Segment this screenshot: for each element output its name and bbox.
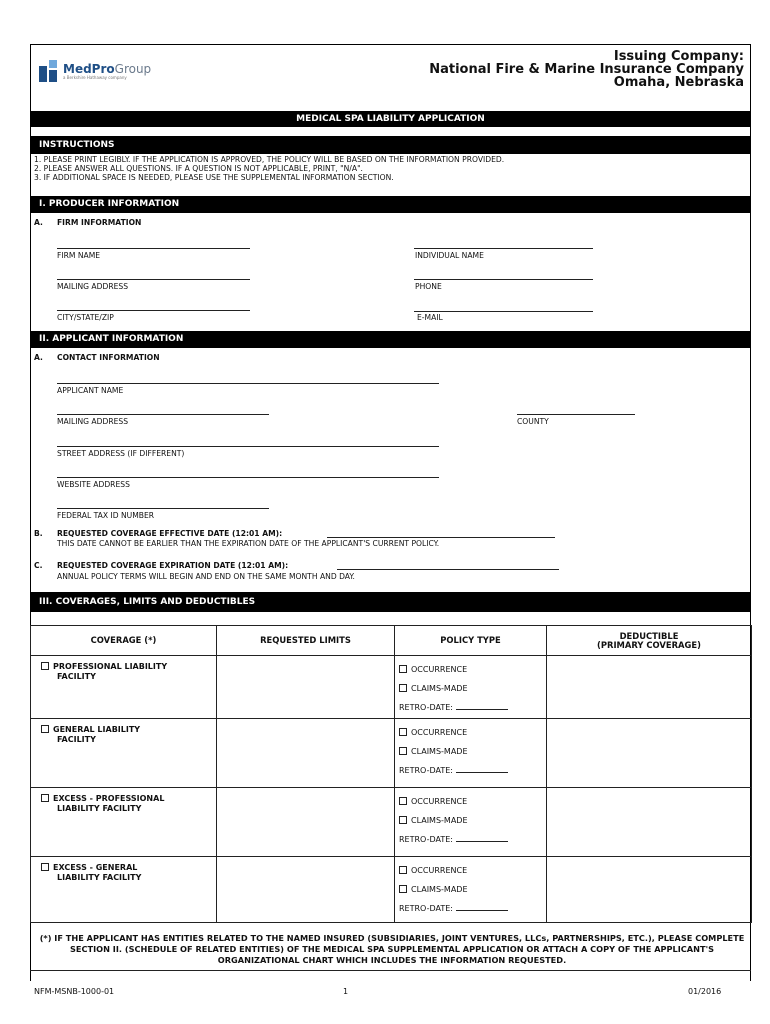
excess-professional-checkbox[interactable]	[41, 794, 49, 802]
instructions-heading: INSTRUCTIONS	[31, 136, 750, 154]
deductible-column-header: DEDUCTIBLE (PRIMARY COVERAGE)	[547, 626, 752, 656]
tax-id-line[interactable]	[57, 508, 269, 509]
deductible-cell[interactable]	[547, 656, 752, 719]
logo-tagline: a Berkshire Hathaway company	[63, 74, 127, 80]
deductible-cell[interactable]	[547, 719, 752, 788]
individual-name-label: INDIVIDUAL NAME	[415, 251, 484, 260]
retro-date-line[interactable]	[456, 841, 508, 842]
county-line[interactable]	[517, 414, 635, 415]
street-address-label: STREET ADDRESS (IF DIFFERENT)	[57, 449, 185, 458]
producer-mailing-label: MAILING ADDRESS	[57, 282, 129, 291]
professional-liability-checkbox[interactable]	[41, 662, 49, 670]
issuing-company	[429, 50, 744, 89]
issuer-line3: Omaha, Nebraska	[613, 75, 744, 90]
policy-type-cell: OCCURRENCE CLAIMS-MADE RETRO-DATE:	[395, 719, 547, 788]
individual-name-line[interactable]	[414, 248, 593, 249]
requested-limits-cell[interactable]	[217, 656, 395, 719]
occurrence-checkbox[interactable]	[399, 797, 407, 805]
instructions-list	[34, 155, 504, 183]
deductible-cell[interactable]	[547, 857, 752, 923]
phone-line[interactable]	[414, 279, 593, 280]
table-row	[31, 857, 752, 923]
coverage-cell: GENERAL LIABILITY FACILITY	[31, 719, 217, 788]
issuer-line2: National Fire & Marine Insurance Company	[429, 62, 744, 77]
retro-date-line[interactable]	[456, 910, 508, 911]
retro-date-line[interactable]	[456, 772, 508, 773]
logo-brand: MedPro	[63, 61, 115, 76]
instruction-item: 2. PLEASE ANSWER ALL QUESTIONS. IF A QUESTION IS NOT APPLICABLE, PRINT, "N/A".	[34, 164, 363, 174]
expiration-date-line[interactable]	[337, 569, 559, 570]
coverage-cell: EXCESS - PROFESSIONAL LIABILITY FACILITY	[31, 788, 217, 857]
mailing-address-line[interactable]	[57, 279, 250, 280]
expiration-date-note: ANNUAL POLICY TERMS WILL BEGIN AND END ON THE SAME MONTH AND DAY.	[57, 572, 355, 581]
website-label: WEBSITE ADDRESS	[57, 480, 130, 489]
policy-type-cell: OCCURRENCE CLAIMS-MADE RETRO-DATE:	[395, 788, 547, 857]
phone-label: PHONE	[415, 282, 442, 291]
instruction-item: 1. PLEASE PRINT LEGIBLY. IF THE APPLICATION IS APPROVED, THE POLICY WILL BE BASED ON THE INFORMATION PROVIDED.	[34, 155, 505, 164]
website-line[interactable]	[57, 477, 439, 478]
requested-limits-cell[interactable]	[217, 788, 395, 857]
occurrence-checkbox[interactable]	[399, 728, 407, 736]
applicant-heading: II. APPLICANT INFORMATION	[31, 331, 750, 348]
requested-limits-cell[interactable]	[217, 719, 395, 788]
related-entities-note: (*) IF THE APPLICANT HAS ENTITIES RELATED TO THE NAMED INSURED (SUBSIDIARIES, JOINT VENTURES, LLCs, PARTNERSHIPS, ETC.), PLEASE COMPLETE SECTION II. (SCHEDULE OF RELATED ENTITIES) OF THE MEDICAL SPA SUPPLEMENTAL APPLICATION OR ATTACH A COPY OF THE APPLICANT'S ORGANIZATIONAL CHART WHICH INCLUDES THE INFORMATION REQUESTED.	[39, 933, 745, 965]
table-row	[31, 788, 752, 857]
medpro-logo-icon	[39, 60, 59, 82]
tax-id-label: FEDERAL TAX ID NUMBER	[57, 511, 155, 520]
claims-made-checkbox[interactable]	[399, 747, 407, 755]
form-title: MEDICAL SPA LIABILITY APPLICATION	[31, 111, 750, 127]
effective-date-line[interactable]	[327, 537, 555, 538]
city-state-zip-line[interactable]	[57, 310, 250, 311]
applicant-name-label: APPLICANT NAME	[57, 386, 124, 395]
coverages-heading: III. COVERAGES, LIMITS AND DEDUCTIBLES	[31, 592, 750, 612]
producer-heading: I. PRODUCER INFORMATION	[31, 196, 750, 213]
firm-info-heading: FIRM INFORMATION	[57, 218, 142, 227]
applicant-mailing-line[interactable]	[57, 414, 269, 415]
deductible-cell[interactable]	[547, 788, 752, 857]
form-number: NFM-MSNB-1000-01	[34, 987, 115, 996]
page-number: 1	[343, 987, 349, 996]
applicant-mailing-label: MAILING ADDRESS	[57, 417, 129, 426]
expiration-date-label: REQUESTED COVERAGE EXPIRATION DATE (12:01 AM):	[57, 561, 289, 570]
effective-date-note: THIS DATE CANNOT BE EARLIER THAN THE EXPIRATION DATE OF THE APPLICANT'S CURRENT POLICY.	[57, 539, 440, 548]
limits-column-header: REQUESTED LIMITS	[217, 626, 395, 656]
firm-name-line[interactable]	[57, 248, 250, 249]
policy-type-cell: OCCURRENCE CLAIMS-MADE RETRO-DATE:	[395, 857, 547, 923]
applicant-name-line[interactable]	[57, 383, 439, 384]
bottom-rule	[30, 970, 751, 971]
claims-made-checkbox[interactable]	[399, 684, 407, 692]
retro-date-line[interactable]	[456, 709, 508, 710]
table-row	[31, 656, 752, 719]
requested-limits-cell[interactable]	[217, 857, 395, 923]
county-label: COUNTY	[517, 417, 549, 426]
form-page	[30, 44, 751, 981]
instruction-item: 3. IF ADDITIONAL SPACE IS NEEDED, PLEASE USE THE SUPPLEMENTAL INFORMATION SECTION.	[34, 173, 394, 183]
medpro-logo	[39, 56, 151, 86]
effective-date-label: REQUESTED COVERAGE EFFECTIVE DATE (12:01 AM):	[57, 529, 283, 538]
general-liability-checkbox[interactable]	[41, 725, 49, 733]
table-header-row	[31, 626, 752, 656]
email-label: E-MAIL	[417, 313, 443, 322]
occurrence-checkbox[interactable]	[399, 665, 407, 673]
street-address-line[interactable]	[57, 446, 439, 447]
contact-info-heading: CONTACT INFORMATION	[57, 353, 160, 362]
excess-general-checkbox[interactable]	[41, 863, 49, 871]
coverage-cell: EXCESS - GENERAL LIABILITY FACILITY	[31, 857, 217, 923]
claims-made-checkbox[interactable]	[399, 816, 407, 824]
effective-date-letter: B.	[34, 529, 43, 538]
city-state-zip-label: CITY/STATE/ZIP	[57, 313, 114, 322]
claims-made-checkbox[interactable]	[399, 885, 407, 893]
coverage-column-header: COVERAGE (*)	[31, 626, 217, 656]
firm-name-label: FIRM NAME	[57, 251, 101, 260]
issuer-line1: Issuing Company:	[613, 49, 744, 64]
firm-info-letter: A.	[34, 218, 43, 227]
logo-brand-2: Group	[114, 61, 152, 76]
table-row	[31, 719, 752, 788]
form-date: 01/2016	[688, 987, 722, 996]
contact-info-letter: A.	[34, 353, 43, 362]
email-line[interactable]	[414, 311, 593, 312]
expiration-date-letter: C.	[34, 561, 43, 570]
occurrence-checkbox[interactable]	[399, 866, 407, 874]
policy-type-column-header: POLICY TYPE	[395, 626, 547, 656]
coverage-cell: PROFESSIONAL LIABILITY FACILITY	[31, 656, 217, 719]
coverages-table	[30, 625, 752, 923]
policy-type-cell: OCCURRENCE CLAIMS-MADE RETRO-DATE:	[395, 656, 547, 719]
